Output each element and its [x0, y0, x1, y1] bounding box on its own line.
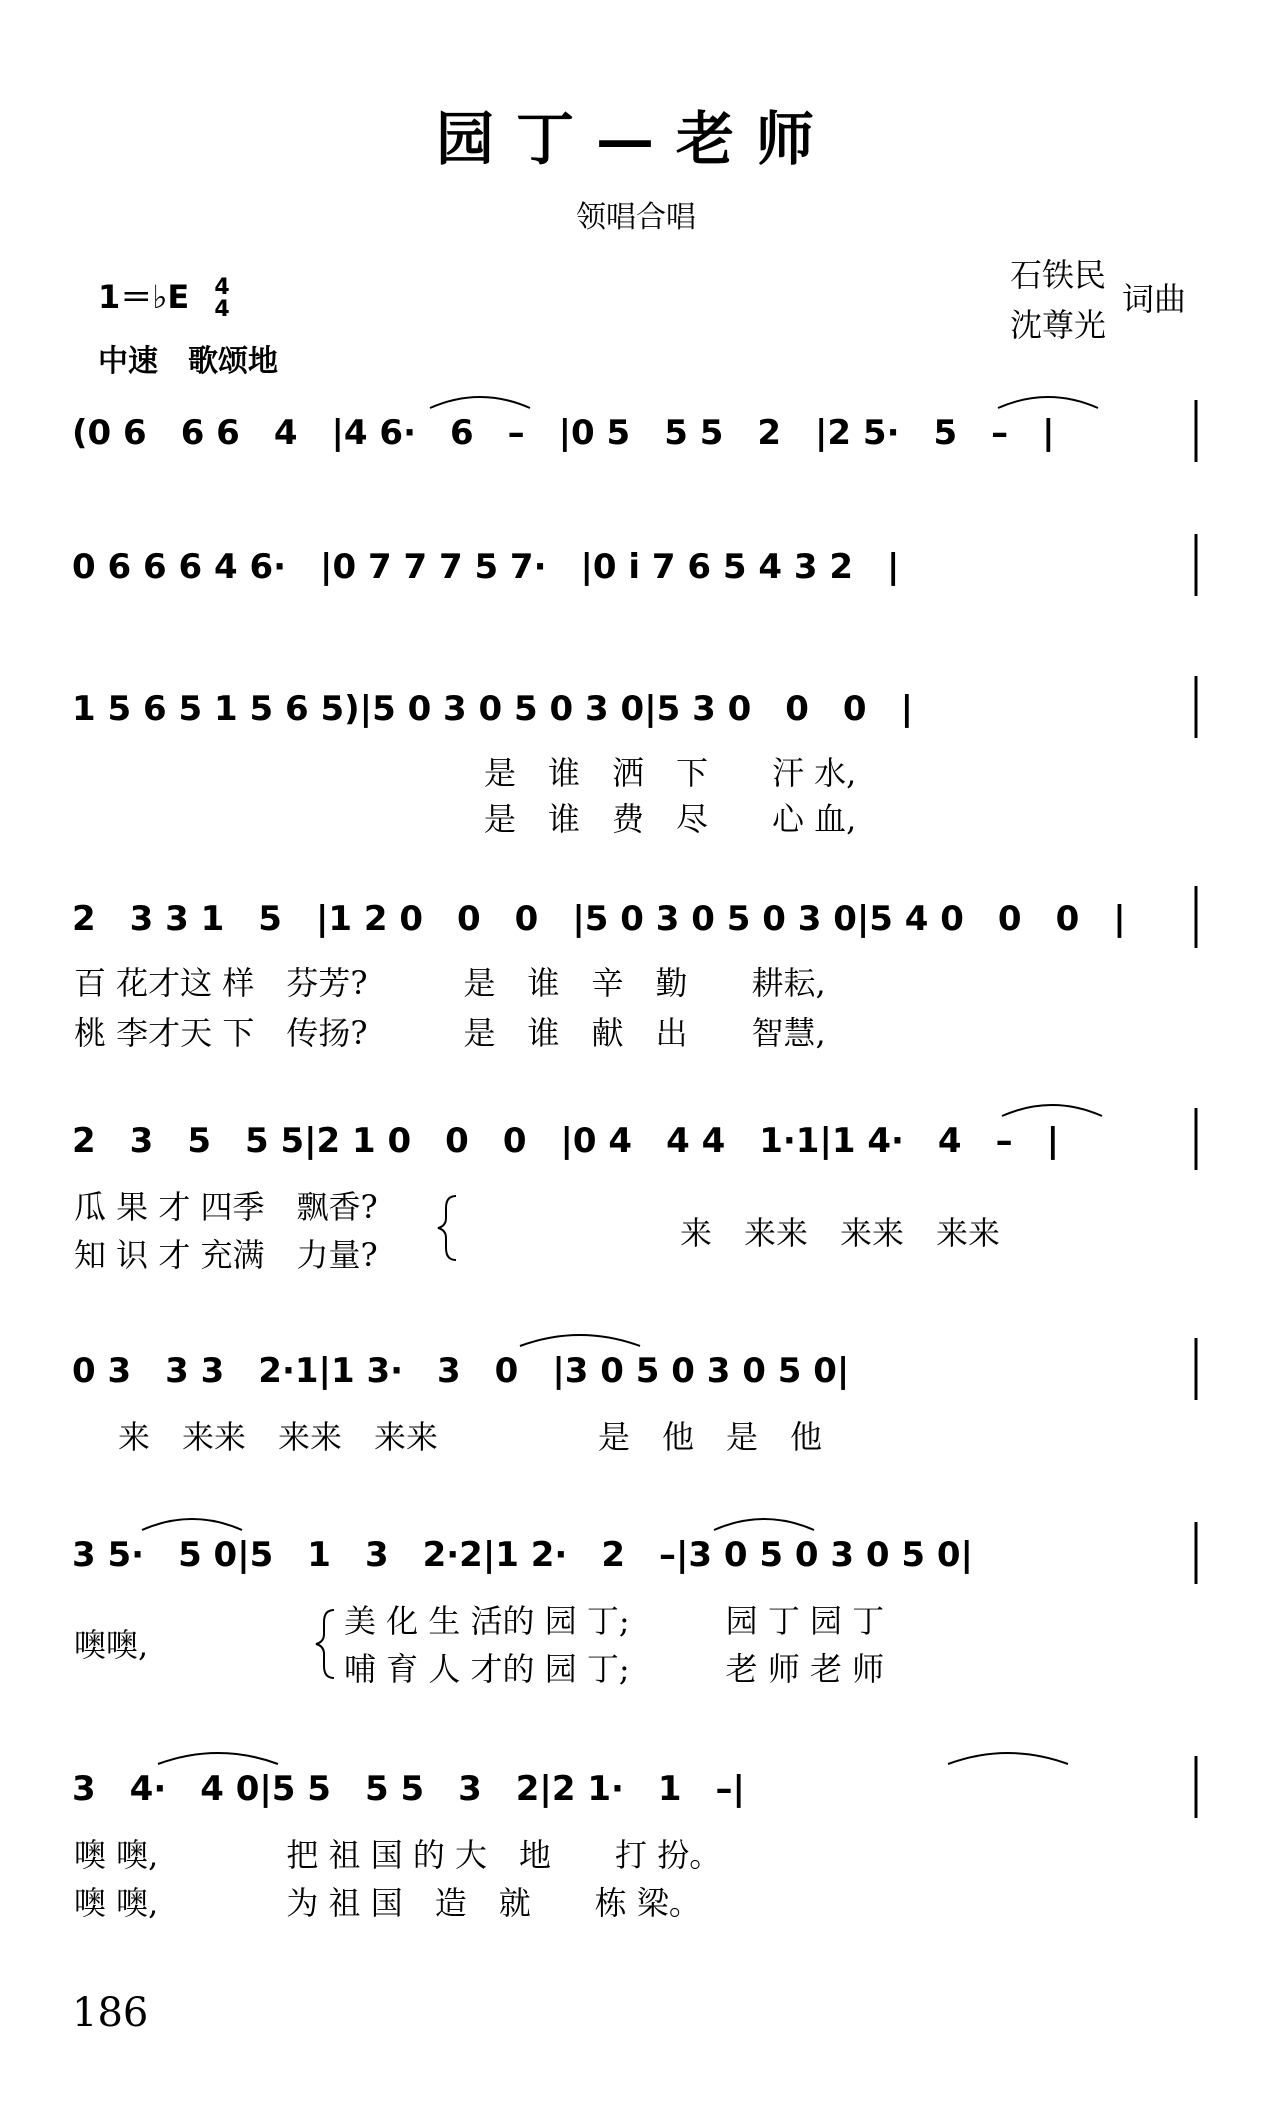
notation-line: 3 5· 5 0|5 1 3 2·2|1 2· 2 –|3 0 5 0 3 0 5 0|: [72, 1535, 973, 1575]
page-number: 186: [72, 1990, 149, 2036]
notation-line: 0 6 6 6 4 6· |0 7 7 7 5 7· |0 i 7 6 5 4 3 2 |: [72, 547, 900, 587]
tie: [948, 1753, 1068, 1764]
lyricist-name: 石铁民: [1010, 256, 1107, 294]
tempo-marking: 中速 歌颂地: [98, 344, 278, 379]
notation-line: 0 3 3 3 2·1|1 3· 3 0 |3 0 5 0 3 0 5 0|: [72, 1351, 850, 1391]
notation-line: 3 4· 4 0|5 5 5 5 3 2|2 1· 1 –|: [72, 1769, 745, 1809]
lyric-brace: [438, 1196, 456, 1260]
notation-line: 2 3 3 1 5 |1 2 0 0 0 |5 0 3 0 5 0 3 0|5 4 0 0 0 |: [72, 899, 1126, 939]
notation-line: 1 5 6 5 1 5 6 5)|5 0 3 0 5 0 3 0|5 3 0 0 0 |: [72, 689, 913, 729]
time-signature-top: 4: [214, 275, 230, 300]
lyric-line: 噢 噢, 把 祖 国 的 大 地 打 扮。: [74, 1836, 722, 1874]
lyric-line: 桃 李才天 下 传扬? 是 谁 献 出 智慧,: [74, 1014, 826, 1052]
lyric-line: 噢噢,: [74, 1626, 149, 1664]
lyric-line: 是 谁 费 尽 心 血,: [484, 800, 857, 838]
lyric-line: 百 花才这 样 芬芳? 是 谁 辛 勤 耕耘,: [74, 964, 826, 1002]
credit-role: 词曲: [1122, 280, 1187, 318]
key-signature-text: 1＝♭E: [98, 278, 190, 316]
notation-line: (0 6 6 6 4 |4 6· 6 – |0 5 5 5 2 |2 5· 5 – |: [72, 413, 1055, 453]
lyric-line: 来 来来 来来 来来 是 他 是 他: [118, 1418, 823, 1456]
time-signature-bottom: 4: [214, 297, 230, 322]
tie: [158, 1753, 278, 1764]
tie: [1002, 1105, 1102, 1116]
song-title: 园丁—老师: [435, 105, 836, 173]
tie: [142, 1519, 242, 1530]
tie: [998, 397, 1098, 408]
composer-name: 沈尊光: [1010, 306, 1107, 344]
lyric-line: 知 识 才 充满 力量?: [74, 1236, 378, 1274]
lyric-line: 美 化 生 活的 园 丁; 园 丁 园 丁: [344, 1602, 885, 1640]
tie: [430, 397, 530, 408]
lyric-line: 哺 育 人 才的 园 丁; 老 师 老 师: [344, 1650, 885, 1688]
tie: [520, 1335, 640, 1346]
lyric-line: 是 谁 洒 下 汗 水,: [484, 754, 857, 792]
lyric-line: 瓜 果 才 四季 飘香?: [74, 1188, 378, 1226]
tie: [714, 1519, 814, 1530]
lyric-line: 来 来来 来来 来来: [680, 1214, 1001, 1252]
lyric-brace: [316, 1610, 334, 1678]
song-subtitle: 领唱合唱: [576, 200, 696, 235]
lyric-line: 噢 噢, 为 祖 国 造 就 栋 梁。: [74, 1884, 701, 1922]
notation-line: 2 3 5 5 5|2 1 0 0 0 |0 4 4 4 1·1|1 4· 4 – |: [72, 1121, 1060, 1161]
